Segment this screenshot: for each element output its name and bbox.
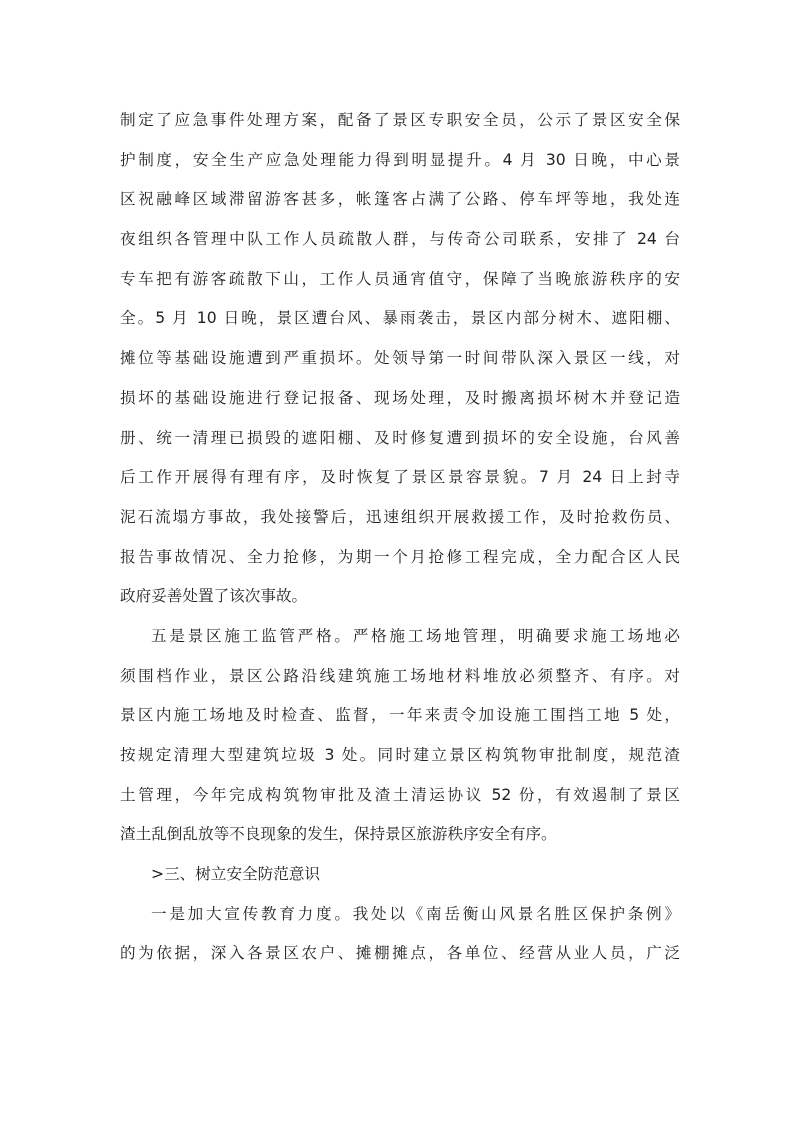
paragraph-start-line: 五是景区施工监管严格。严格施工场地管理，明确要求施工场地必 bbox=[151, 626, 680, 645]
text-line: 册、统一清理已损毁的遮阳棚、及时修复遭到损坏的安全设施，台风善 bbox=[120, 428, 680, 447]
text-line: 全。5 月 10 日晚，景区遭台风、暴雨袭击，景区内部分树木、遮阳棚、 bbox=[120, 309, 680, 328]
text-line: 制定了应急事件处理方案，配备了景区专职安全员，公示了景区安全保 bbox=[120, 111, 680, 129]
text-line: 按规定清理大型建筑垃圾 3 处。同时建立景区构筑物审批制度，规范渣 bbox=[120, 746, 680, 764]
text-line: 摊位等基础设施遭到严重损坏。处领导第一时间带队深入景区一线，对 bbox=[120, 349, 680, 368]
paragraph-start-line: 一是加大宣传教育力度。我处以《南岳衡山风景名胜区保护条例》 bbox=[151, 904, 680, 923]
text-line: 景区内施工场地及时检查、监督，一年来责令加设施工围挡工地 5 处， bbox=[120, 706, 680, 725]
text-line: 泥石流塌方事故，我处接警后，迅速组织开展救援工作，及时抢救伤员、 bbox=[120, 507, 680, 526]
text-line: 政府妥善处置了该次事故。 bbox=[120, 587, 308, 606]
text-line: 夜组织各管理中队工作人员疏散人群，与传奇公司联系，安排了 24 台 bbox=[120, 230, 680, 249]
text-line: 区祝融峰区域滞留游客甚多，帐篷客占满了公路、停车坪等地，我处连 bbox=[120, 190, 680, 209]
text-line: 的为依据，深入各景区农户、摊棚摊点，各单位、经营从业人员，广泛 bbox=[120, 944, 680, 963]
text-line: 报告事故情况、全力抢修，为期一个月抢修工程完成，全力配合区人民 bbox=[120, 547, 680, 566]
text-line: 损坏的基础设施进行登记报备、现场处理，及时搬离损坏树木并登记造 bbox=[120, 388, 680, 407]
text-line: 须围档作业，景区公路沿线建筑施工场地材料堆放必须整齐、有序。对 bbox=[120, 666, 680, 685]
text-line: 渣土乱倒乱放等不良现象的发生，保持景区旅游秩序安全有序。 bbox=[120, 825, 557, 844]
section-heading: >三、树立安全防范意识 bbox=[151, 865, 321, 884]
text-line: 土管理，今年完成构筑物审批及渣土清运协议 52 份，有效遏制了景区 bbox=[120, 785, 680, 804]
text-line: 后工作开展得有理有序，及时恢复了景区景容景貌。7 月 24 日上封寺 bbox=[120, 468, 680, 487]
body-text bbox=[120, 101, 680, 974]
text-line: 专车把有游客疏散下山，工作人员通宵值守，保障了当晚旅游秩序的安 bbox=[120, 269, 680, 288]
text-line: 护制度，安全生产应急处理能力得到明显提升。4 月 30 日晚，中心景 bbox=[120, 150, 680, 169]
